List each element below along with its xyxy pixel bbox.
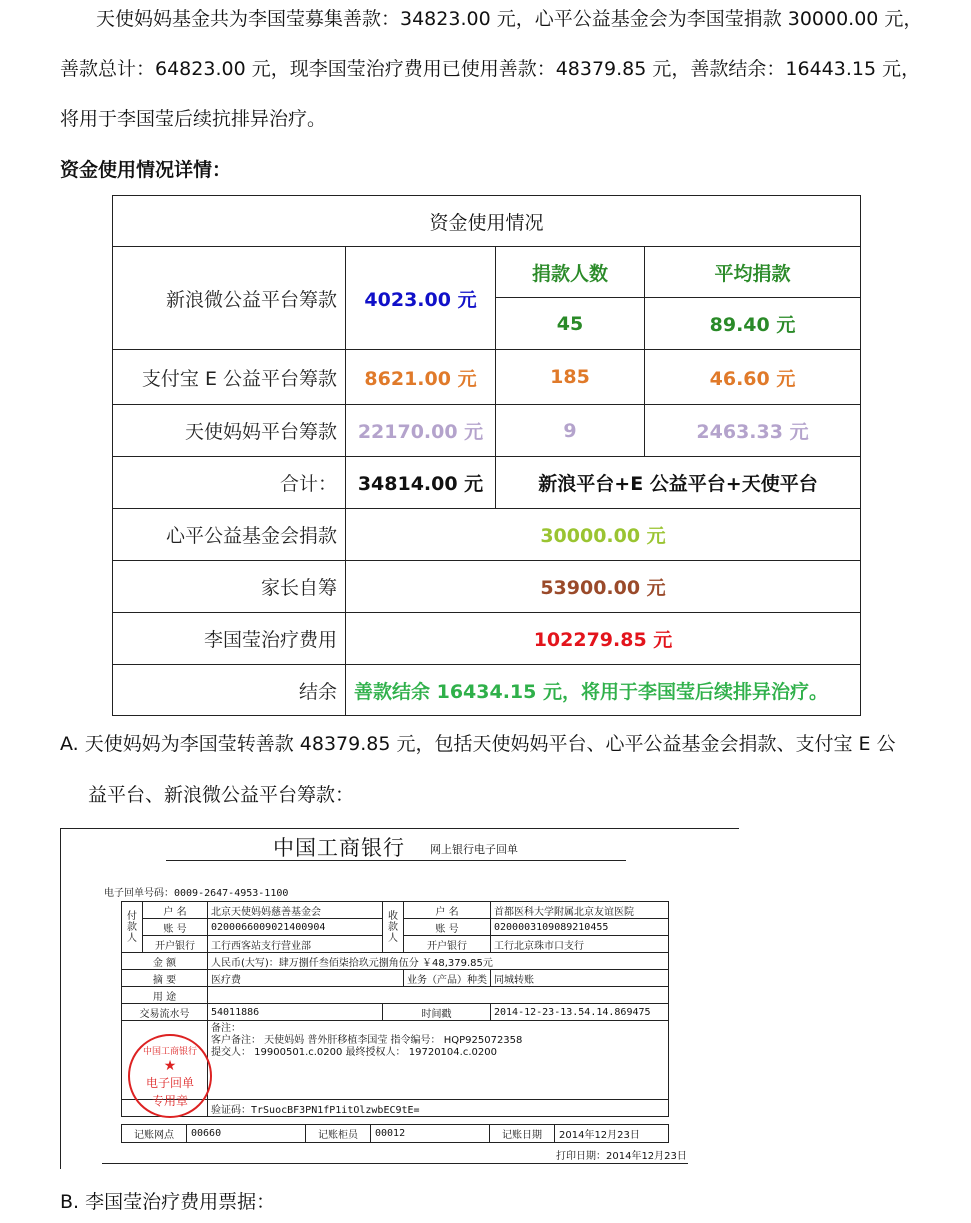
biz-value: 同城转账 xyxy=(491,970,669,987)
intro-line-1: 天使妈妈基金共为李国莹募集善款：34823.00 元，心平公益基金会为李国莹捐款 30000.00 元， xyxy=(96,8,923,30)
payer-bank-label: 开户银行 xyxy=(143,936,208,953)
payee-bank-label: 开户银行 xyxy=(404,936,491,953)
summary-value: 医疗费 xyxy=(208,970,404,987)
payee-name: 首都医科大学附属北京友谊医院 xyxy=(491,902,669,919)
details-heading: 资金使用情况详情： xyxy=(60,159,232,181)
intro-line-2: 善款总计：64823.00 元，现李国莹治疗费用已使用善款：48379.85 元，善款结余：16443.15 元， xyxy=(60,58,921,80)
section-b: B. 李国莹治疗费用票据： xyxy=(60,1191,276,1213)
remark-line-1: 客户备注： 天使妈妈 普外肝移植李国莹 指令编号： HQP925072358 xyxy=(211,1035,523,1046)
angel-label: 天使妈妈平台筹款 xyxy=(113,405,346,457)
receipt-number: 电子回单号码：0009-2647-4953-1100 xyxy=(104,888,289,899)
fund-usage-table xyxy=(112,195,861,716)
header-average: 平均捐款 xyxy=(645,247,861,298)
print-line xyxy=(102,1163,688,1164)
payer-name: 北京天使妈妈慈善基金会 xyxy=(208,902,383,919)
receipt-bank-name: 中国工商银行 xyxy=(273,836,405,860)
print-date: 打印日期：2014年12月23日 xyxy=(556,1151,687,1162)
biz-label: 业务（产品）种类 xyxy=(404,970,491,987)
seal-top-text: 中国工商银行 xyxy=(142,1047,197,1057)
summary-label: 摘 要 xyxy=(122,970,208,987)
payer-account-label: 账 号 xyxy=(143,919,208,936)
intro-line-3: 将用于李国莹后续抗排异治疗。 xyxy=(60,108,327,130)
total-note: 新浪平台+E 公益平台+天使平台 xyxy=(496,457,861,509)
foot-date-label: 记账日期 xyxy=(490,1125,555,1143)
amount-label: 金 额 xyxy=(122,953,208,970)
use-value xyxy=(208,987,669,1004)
total-label: 合计： xyxy=(113,457,346,509)
alipay-donors: 185 xyxy=(496,350,645,405)
receipt-footer xyxy=(121,1124,669,1143)
bank-seal-stamp xyxy=(128,1034,212,1118)
payer-name-label: 户 名 xyxy=(143,902,208,919)
balance-value: 善款结余 16434.15 元，将用于李国莹后续排异治疗。 xyxy=(346,665,861,716)
time-value: 2014-12-23-13.54.14.869475 xyxy=(491,1004,669,1021)
xinping-value: 30000.00 元 xyxy=(346,509,861,561)
payee-label: 收款人 xyxy=(383,902,404,953)
alipay-average: 46.60 元 xyxy=(645,350,861,405)
remark-label: 备注： xyxy=(211,1023,241,1034)
family-label: 家长自筹 xyxy=(113,561,346,613)
medical-value: 102279.85 元 xyxy=(346,613,861,665)
remark-cell xyxy=(208,1021,669,1100)
remark-line-2: 提交人： 19900501.c.0200 最终授权人： 19720104.c.0200 xyxy=(211,1047,497,1058)
medical-label: 李国莹治疗费用 xyxy=(113,613,346,665)
table-title: 资金使用情况 xyxy=(113,196,861,247)
angel-donors: 9 xyxy=(496,405,645,457)
sina-label: 新浪微公益平台筹款 xyxy=(113,247,346,350)
use-label: 用 途 xyxy=(122,987,208,1004)
serial-value: 54011886 xyxy=(208,1004,383,1021)
time-label: 时间戳 xyxy=(383,1004,491,1021)
foot-date: 2014年12月23日 xyxy=(555,1125,669,1143)
sina-donors: 45 xyxy=(496,298,645,350)
seal-text-1: 电子回单 xyxy=(145,1076,194,1090)
balance-label: 结余 xyxy=(113,665,346,716)
payee-name-label: 户 名 xyxy=(404,902,491,919)
amount-value: 人民币(大写)：肆万捌仟叁佰柒拾玖元捌角伍分 ￥48,379.85元 xyxy=(208,953,669,970)
payee-account-label: 账 号 xyxy=(404,919,491,936)
payer-label: 付款人 xyxy=(122,902,143,953)
xinping-label: 心平公益基金会捐款 xyxy=(113,509,346,561)
receipt-subtitle: 网上银行电子回单 xyxy=(430,843,518,856)
payer-account: 0200066009021400904 xyxy=(208,919,383,936)
section-a-line-2: 益平台、新浪微公益平台筹款： xyxy=(88,784,355,806)
angel-amount: 22170.00 元 xyxy=(346,405,496,457)
sina-amount: 4023.00 元 xyxy=(346,247,496,350)
foot-teller: 00012 xyxy=(371,1125,490,1143)
section-a-line-1: A. 天使妈妈为李国莹转善款 48379.85 元，包括天使妈妈平台、心平公益基金会捐款、支付宝 E 公 xyxy=(60,733,896,755)
foot-site-label: 记账网点 xyxy=(122,1125,187,1143)
seal-text-2: 专用章 xyxy=(151,1094,188,1108)
total-amount: 34814.00 元 xyxy=(346,457,496,509)
payee-account: 0200003109089210455 xyxy=(491,919,669,936)
payee-bank: 工行北京珠市口支行 xyxy=(491,936,669,953)
family-value: 53900.00 元 xyxy=(346,561,861,613)
sina-average: 89.40 元 xyxy=(645,298,861,350)
serial-label: 交易流水号 xyxy=(122,1004,208,1021)
verify-code: 验证码：TrSuocBF3PN1fP1itOlzwbEC9tE= xyxy=(208,1100,669,1117)
receipt-title-underline xyxy=(166,860,626,861)
alipay-label: 支付宝 E 公益平台筹款 xyxy=(113,350,346,405)
payer-bank: 工行西客站支行营业部 xyxy=(208,936,383,953)
header-donor-count: 捐款人数 xyxy=(496,247,645,298)
seal-star-icon: ★ xyxy=(163,1058,177,1074)
angel-average: 2463.33 元 xyxy=(645,405,861,457)
foot-teller-label: 记账柜员 xyxy=(306,1125,371,1143)
foot-site: 00660 xyxy=(187,1125,306,1143)
alipay-amount: 8621.00 元 xyxy=(346,350,496,405)
